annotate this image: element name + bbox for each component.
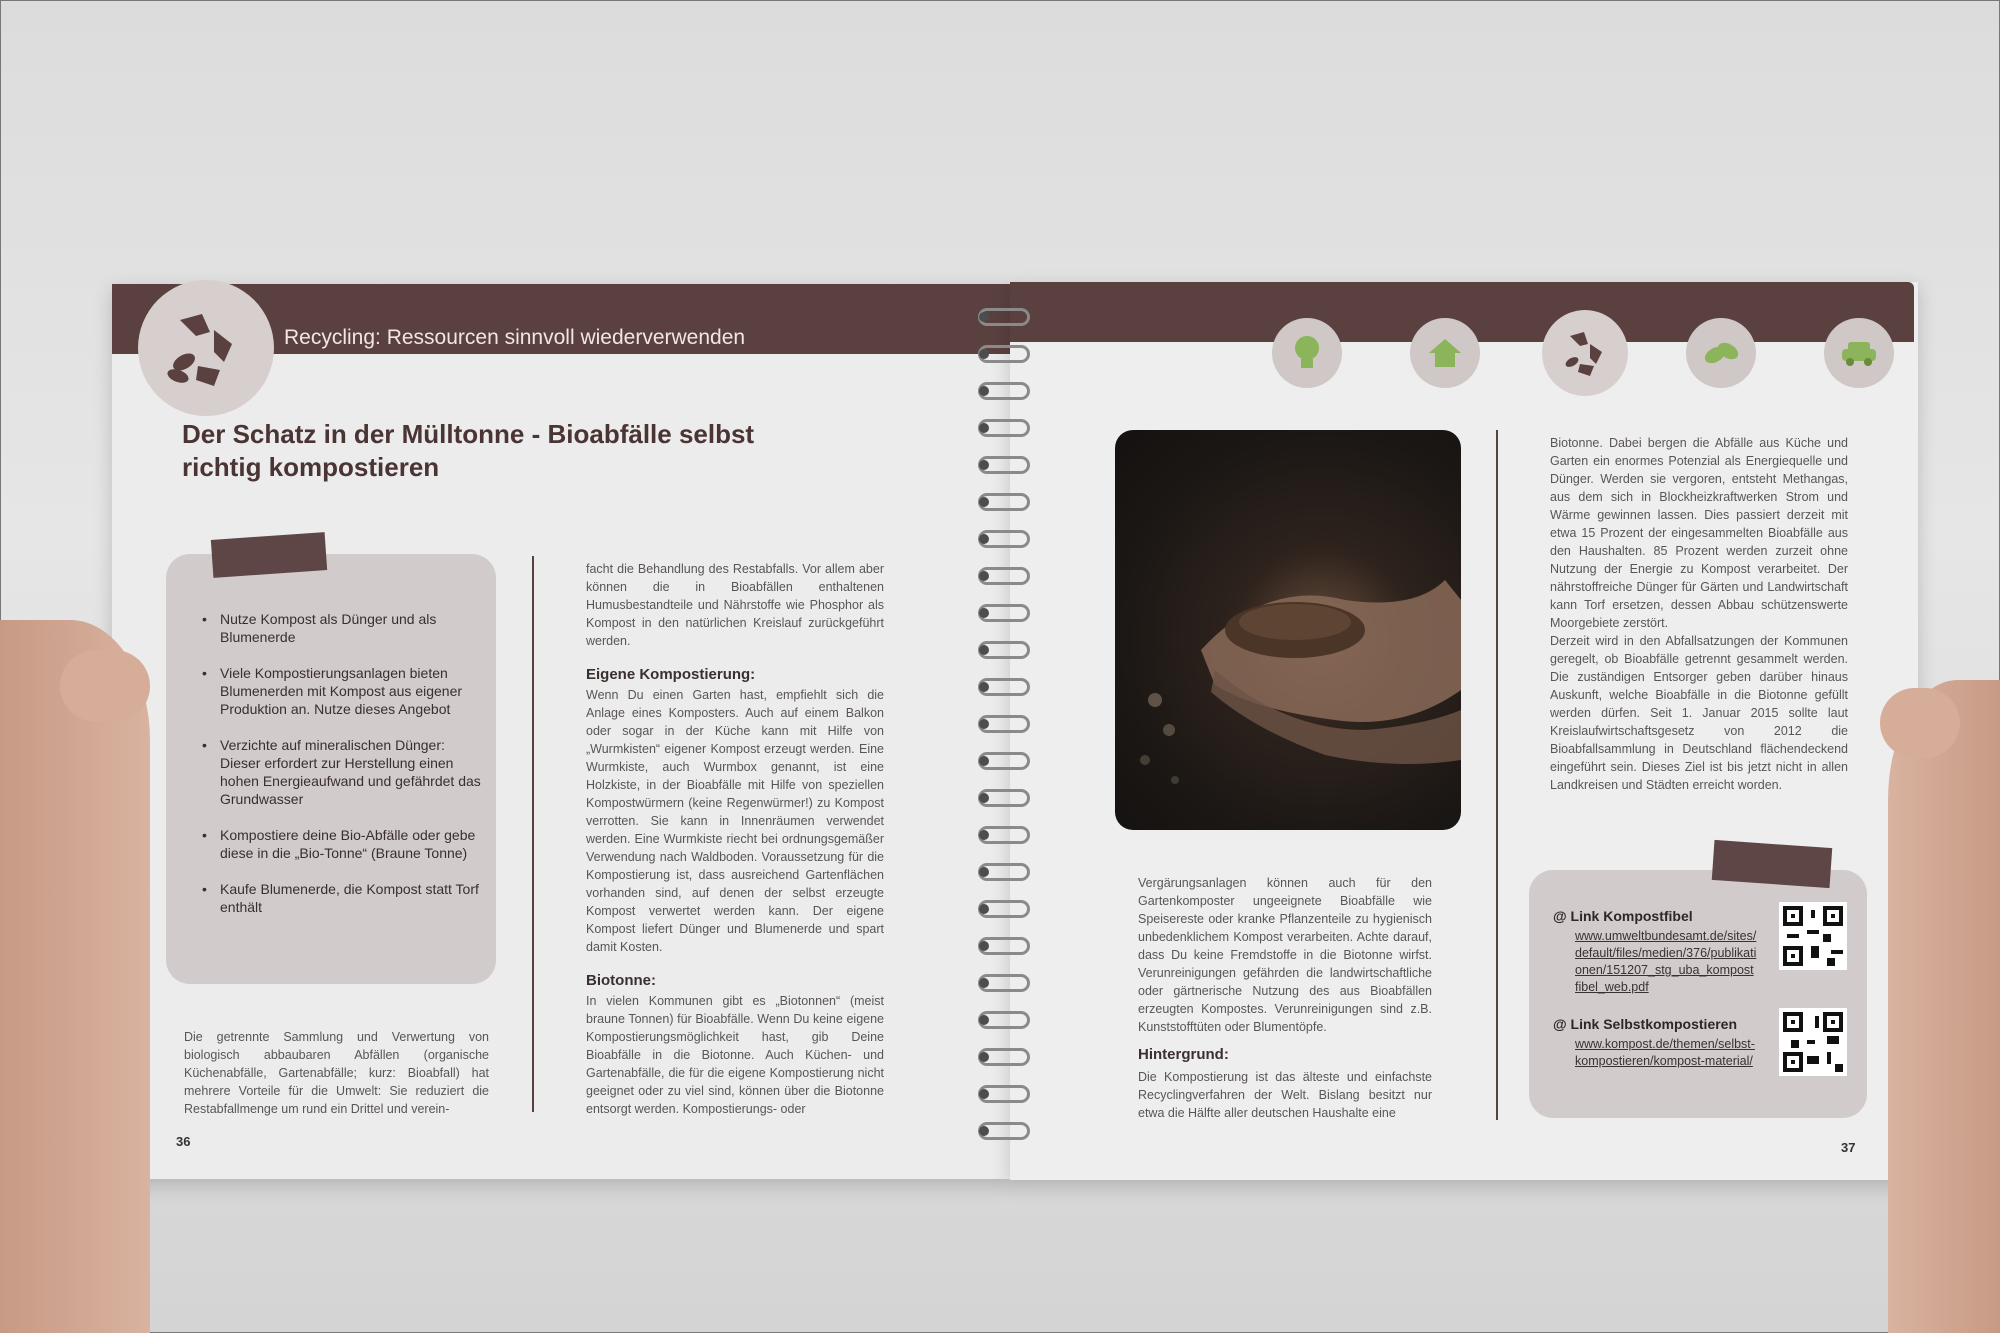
spiral-ring — [978, 826, 1030, 844]
spiral-ring — [978, 604, 1030, 622]
left-hand — [0, 620, 150, 1333]
punch-hole — [979, 1089, 989, 1099]
house-icon — [1410, 318, 1480, 388]
tips-list — [202, 610, 482, 934]
link-kompostfibel[interactable]: www.umweltbundesamt.de/sites/default/files/medien/376/publikationen/151207_stg_uba_kompostfibel_web.pdf — [1575, 929, 1757, 994]
page-number: 37 — [1841, 1140, 1856, 1155]
subheading: Biotonne: — [586, 972, 656, 989]
link-title: @ Link Selbstkompostieren — [1553, 1016, 1738, 1032]
tips-box — [166, 554, 496, 984]
punch-hole — [979, 460, 989, 470]
punch-hole — [979, 608, 989, 618]
list-item: • Verzichte auf mineralischen Dünger: Dieser erfordert zur Herstellung einen hohen Energieaufwand und gefährdet das Grundwasser — [202, 736, 482, 808]
punch-hole — [979, 682, 989, 692]
punch-hole — [979, 904, 989, 914]
lightbulb-icon — [1272, 318, 1342, 388]
left-page — [112, 284, 1010, 1179]
column-divider — [1496, 430, 1498, 1120]
punch-hole — [979, 756, 989, 766]
spiral-ring — [978, 641, 1030, 659]
spiral-ring — [978, 419, 1030, 437]
punch-hole — [979, 497, 989, 507]
spiral-ring — [978, 974, 1030, 992]
column-text: Wenn Du einen Garten hast, empfiehlt sich die Anlage eines Komposters. Auch auf einem Balkon oder sogar in der Küche kann mit Hilfe von „Wurmkisten“ eigener Kompost erzeugt werden. Eine Wurmkiste, auch Wurmbox genannt, ist eine Holzkiste, in der Bioabfälle mit Hilfe von speziellen Kompostwürmern (keine Regenwürmer!) zu Kompost verrotten. Sie kann in Innenräumen verwendet werden. Eine Wurmkiste riecht bei ordnungsgemäßer Verwendung nach Waldboden. Voraussetzung für die Kompostierung ist, dass ausreichend Gartenflächen vorhanden sind, auf denen der selbst erzeugte Kompost verwertet werden kann. Der eigene Kompost liefert Dünger und Blumenerde und spart damit Kosten. — [586, 688, 884, 954]
punch-hole — [979, 1015, 989, 1025]
spiral-ring — [978, 937, 1030, 955]
list-item: • Viele Kompostierungsanlagen bieten Blumenerden mit Kompost aus eigener Produktion an. Nutze dieses Angebot — [202, 664, 482, 718]
link-title: @ Link Kompostfibel — [1553, 908, 1693, 924]
punch-hole — [979, 719, 989, 729]
tape-decoration — [1712, 840, 1833, 888]
spiral-ring — [978, 345, 1030, 363]
spiral-ring — [978, 863, 1030, 881]
spiral-ring — [978, 1122, 1030, 1140]
punch-hole — [979, 645, 989, 655]
compost-hands-photo — [1115, 430, 1461, 830]
spiral-ring — [978, 1011, 1030, 1029]
spiral-ring — [978, 456, 1030, 474]
punch-hole — [979, 571, 989, 581]
list-item: • Kompostiere deine Bio-Abfälle oder gebe diese in die „Bio-Tonne“ (Braune Tonne) — [202, 826, 482, 862]
qr-code — [1779, 1008, 1847, 1076]
punch-hole — [979, 867, 989, 877]
link-selbstkompostieren[interactable]: www.kompost.de/themen/selbst-kompostieren/kompost-material/ — [1575, 1037, 1755, 1068]
spiral-ring — [978, 493, 1030, 511]
intro-text: Die getrennte Sammlung und Verwertung von biologisch abbaubaren Abfällen (organische Küchenabfälle, Gartenabfälle; kurz: Bioabfall) hat mehrere Vorteile für die Umwelt: Sie reduziert die Restabfallmenge um rund ein Drittel und verein- — [184, 1030, 489, 1116]
subheading: Eigene Kompostierung: — [586, 666, 756, 683]
spiral-ring — [978, 530, 1030, 548]
column-text: Biotonne. Dabei bergen die Abfälle aus Küche und Garten ein enormes Potenzial als Energiequelle und Dünger. Werden sie vergoren, entsteht Methangas, aus dem sich in Blockheizkraftwerken Strom und Wärme gewinnen lassen. Dies passiert derzeit mit etwa 15 Prozent der eingesammelten Bioabfälle aus den Haushalten. 85 Prozent werden zurzeit ohne Nutzung der Energie zu Kompost verarbeitet. Der nährstoffreiche Dünger für Gärten und Landwirtschaft kann Torf ersetzen, dessen Abbau schützenswerte Moorgebiete zerstört. Derzeit wird in den Abfallsatzungen der Kommunen geregelt, ob Bioabfälle getrennt gesammelt werden. Die zuständigen Entsorger geben darüber hinaus Auskunft, welche Bioabfälle in die Biotonne gefüllt werden dürfen. Seit 1. Januar 2015 sollte laut Kreislaufwirtschaftsgesetz von 2012 die Bioabfallsammlung in Deutschland flächendeckend eingeführt sein. Dieses Ziel ist bis jetzt nicht in allen Landkreisen und Städten erreicht worden. — [1550, 436, 1848, 792]
punch-hole — [979, 978, 989, 988]
punch-hole — [979, 793, 989, 803]
punch-hole — [979, 534, 989, 544]
recycle-icon — [1542, 310, 1628, 396]
tape-decoration — [211, 532, 327, 578]
spiral-binding — [972, 300, 1042, 1180]
spiral-ring — [978, 752, 1030, 770]
spiral-ring — [978, 1048, 1030, 1066]
recycle-icon — [138, 280, 274, 416]
spiral-ring — [978, 308, 1030, 326]
punch-hole — [979, 349, 989, 359]
spiral-ring — [978, 900, 1030, 918]
spiral-ring — [978, 567, 1030, 585]
qr-code — [1779, 902, 1847, 970]
column-divider — [532, 556, 534, 1112]
punch-hole — [979, 312, 989, 322]
spiral-ring — [978, 715, 1030, 733]
spiral-ring — [978, 789, 1030, 807]
car-icon — [1824, 318, 1894, 388]
list-item: • Nutze Kompost als Dünger und als Blumenerde — [202, 610, 482, 646]
punch-hole — [979, 830, 989, 840]
column-text: Die Kompostierung ist das älteste und einfachste Recyclingverfahren der Welt. Bislang besitzt nur etwa die Hälfte aller deutschen Haushalte eine — [1138, 1070, 1432, 1120]
subheading: Hintergrund: — [1138, 1046, 1229, 1063]
punch-hole — [979, 423, 989, 433]
spiral-ring — [978, 678, 1030, 696]
punch-hole — [979, 386, 989, 396]
punch-hole — [979, 1052, 989, 1062]
column-text: facht die Behandlung des Restabfalls. Vor allem aber können die in Bioabfällen enthaltenen Humusbestandteile und Nährstoffe wie Phosphor als Kompost in den natürlichen Kreislauf zurückgeführt werden. — [586, 562, 884, 648]
punch-hole — [979, 1126, 989, 1136]
links-box — [1529, 870, 1867, 1118]
column-text: Vergärungsanlagen können auch für den Gartenkomposter ungeeignete Bioabfälle wie Speisereste oder kranke Pflanzenteile zu hygienisch unbedenklichem Kompost verarbeiten. Achte darauf, dass Du keine Fremdstoffe in die Biotonne wirfst. Verunreinigungen gefährden die landwirtschaftliche oder gärtnerische Nutzung des aus Bioabfällen erzeugten Kompostes. Verunreinigungen sind z.B. Kunststofftüten oder Blumentöpfe. — [1138, 876, 1432, 1034]
spiral-ring — [978, 382, 1030, 400]
right-page — [1010, 282, 1918, 1180]
right-hand — [1888, 680, 2000, 1333]
page-heading: Der Schatz in der Mülltonne - Bioabfälle selbst richtig kompostieren — [182, 419, 755, 482]
right-thumb — [1880, 688, 1960, 758]
section-title: Recycling: Ressourcen sinnvoll wiederverwenden — [284, 326, 746, 349]
left-thumb — [60, 650, 150, 722]
page-number: 36 — [176, 1134, 191, 1149]
leaves-icon — [1686, 318, 1756, 388]
punch-hole — [979, 941, 989, 951]
spiral-ring — [978, 1085, 1030, 1103]
column-text: In vielen Kommunen gibt es „Biotonnen“ (meist braune Tonnen) für Bioabfälle. Wenn Du keine eigene Kompostierungsmöglichkeit hast, gib Deine Bioabfälle in die Biotonne. Auch Küchen- und Gartenabfälle, die für die eigene Kompostierung nicht geeignet oder zu viel sind, können über die Biotonne entsorgt werden. Kompostierungs- oder — [586, 994, 884, 1116]
list-item: • Kaufe Blumenerde, die Kompost statt Torf enthält — [202, 880, 482, 916]
